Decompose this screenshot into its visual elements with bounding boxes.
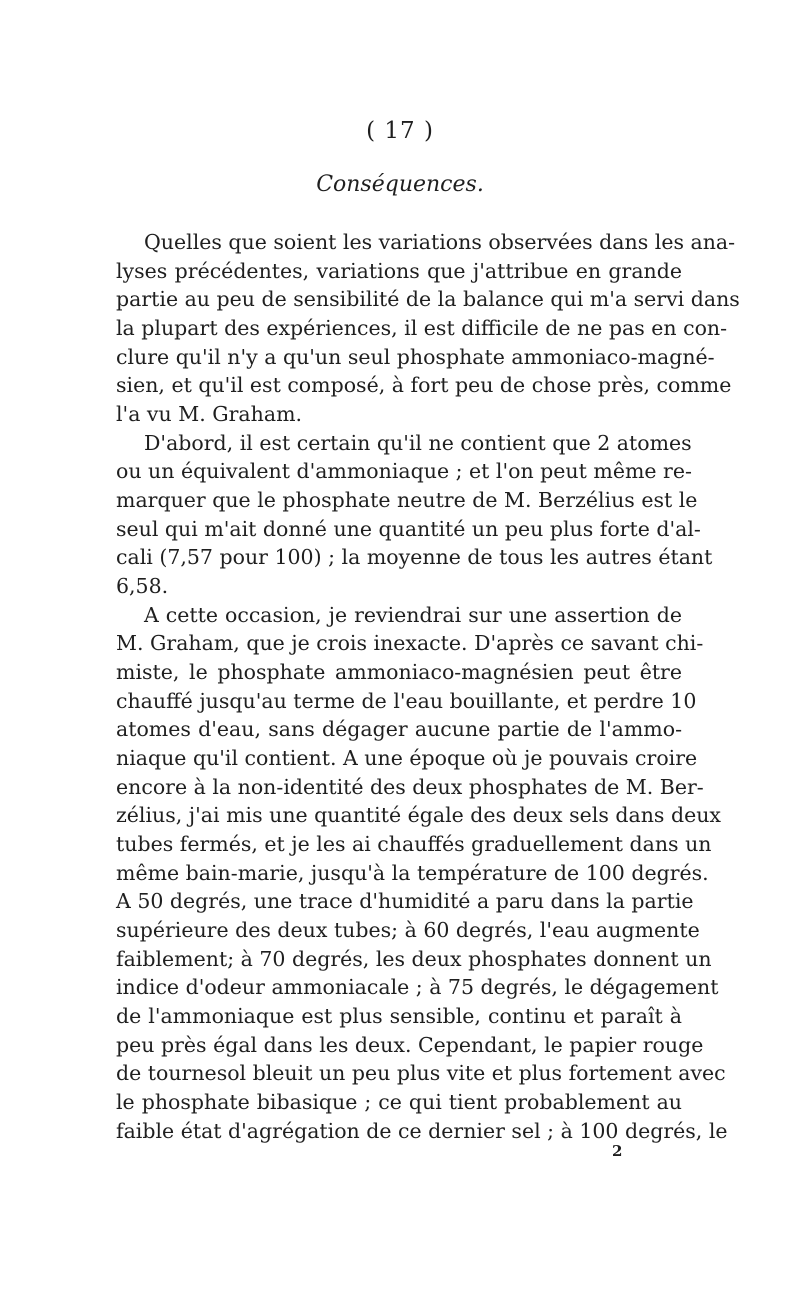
text-line: chauffé jusqu'au terme de l'eau bouillante, et perdre 10	[116, 688, 697, 713]
page-number: ( 17 )	[366, 118, 434, 144]
text-line: sien, et qu'il est composé, à fort peu de chose près, comme	[116, 373, 732, 398]
text-line: encore à la non-identité des deux phosphates de M. Ber-	[116, 774, 704, 799]
text-line: faible état d'agrégation de ce dernier sel ; à 100 degrés, le	[116, 1118, 728, 1143]
text-line: partie au peu de sensibilité de la balance qui m'a servi dans	[116, 287, 740, 312]
text-line: M. Graham, que je crois inexacte. D'après ce savant chi-	[116, 631, 704, 656]
text-line: cali (7,57 pour 100) ; la moyenne de tous les autres étant	[116, 545, 713, 570]
text-line: clure qu'il n'y a qu'un seul phosphate ammoniaco-magné-	[116, 344, 715, 369]
text-line: D'abord, il est certain qu'il ne contient que 2 atomes	[144, 430, 692, 455]
text-line: le phosphate bibasique ; ce qui tient probablement au	[116, 1090, 682, 1115]
text-line: tubes fermés, et je les ai chauffés graduellement dans un	[116, 832, 712, 857]
text-line: de l'ammoniaque est plus sensible, continu et paraît à	[116, 1004, 682, 1029]
text-line: faiblement; à 70 degrés, les deux phosphates donnent un	[116, 946, 712, 971]
section-title: Conséquences.	[316, 172, 484, 197]
text-line: la plupart des expériences, il est difficile de ne pas en con-	[116, 316, 728, 341]
text-line: même bain-marie, jusqu'à la température de 100 degrés.	[116, 860, 709, 885]
text-line: de tournesol bleuit un peu plus vite et plus fortement avec	[116, 1061, 726, 1086]
text-line: A 50 degrés, une trace d'humidité a paru dans la partie	[116, 889, 694, 914]
text-line: indice d'odeur ammoniacale ; à 75 degrés, le dégagement	[116, 975, 719, 1000]
text-line: 6,58.	[116, 574, 169, 599]
text-line: Quelles que soient les variations observées dans les ana-	[144, 230, 736, 254]
text-line: niaque qu'il contient. A une époque où je pouvais croire	[116, 746, 698, 771]
text-line: zélius, j'ai mis une quantité égale des deux sels dans deux	[116, 803, 721, 828]
body-text	[116, 228, 740, 1146]
text-line: l'a vu M. Graham.	[116, 402, 303, 427]
text-line: A cette occasion, je reviendrai sur une assertion de	[144, 602, 682, 627]
text-line: marquer que le phosphate neutre de M. Berzélius est le	[116, 488, 698, 513]
text-line: ou un équivalent d'ammoniaque ; et l'on peut même re-	[116, 459, 692, 484]
text-line: peu près égal dans les deux. Cependant, le papier rouge	[116, 1032, 704, 1057]
text-line: supérieure des deux tubes; à 60 degrés, l'eau augmente	[116, 918, 700, 943]
text-line: lyses précédentes, variations que j'attribue en grande	[116, 258, 682, 283]
signature-mark: 2	[612, 1142, 623, 1160]
text-line: miste, le phosphate ammoniaco-magnésien peut être	[116, 660, 682, 685]
text-line: atomes d'eau, sans dégager aucune partie de l'ammo-	[116, 717, 682, 742]
text-line: seul qui m'ait donné une quantité un peu plus forte d'al-	[116, 516, 701, 541]
